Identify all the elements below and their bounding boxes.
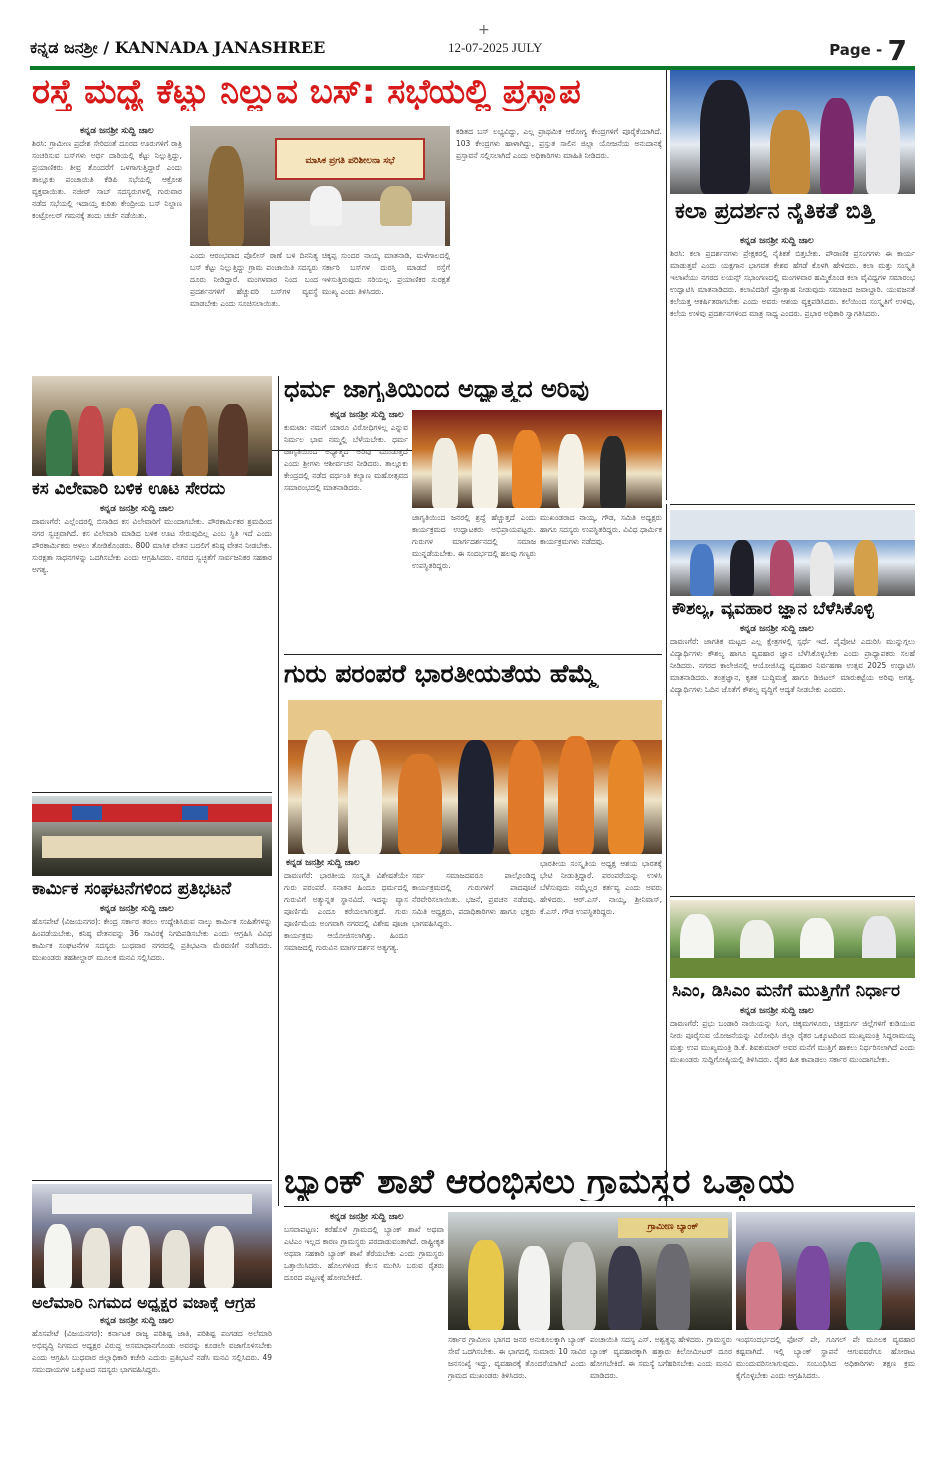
villager-figure: [518, 1246, 550, 1330]
guest-figure: [508, 740, 544, 854]
swamiji-figure: [512, 430, 542, 508]
headline-skill: ಕೌಶಲ್ಯ, ವ್ಯವಹಾರ ಜ್ಞಾನ ಬೆಳೆಸಿಕೊಳ್ಳಿ: [672, 600, 874, 619]
page-label: Page -: [829, 41, 883, 59]
guest-figure: [558, 434, 584, 508]
byline-waste: ಕನ್ನಡ ಜನಶ್ರೀ ಸುದ್ದಿ ಜಾಲ: [100, 504, 174, 514]
article-bus-col1: ಶಿರಸಿ: ಗ್ರಾಮೀಣ ಪ್ರದೇಶ ಸೇರಿದಂತೆ ದೂರದ ಊರುಗಳಿಗೆ ರಾತ್ರಿ ಸಂಚರಿಸುವ ಬಸ್‌ಗಳು ಅರ್ಧ ದಾರಿಯಲ್ಲಿ ಕೆಟ್ಟು ನಿಲ್ಲುತ್ತಿದ್ದು, ಪ್ರಯಾಣಿಕರು ತೀವ್ರ ತೊಂದರೆಗೆ ಒಳಗಾಗುತ್ತಿದ್ದಾರೆ ಎಂದು ತಾಲ್ಲೂಕು ಪಂಚಾಯಿತಿ ಕೆಡಿಪಿ ಸಭೆಯಲ್ಲಿ ಆಕ್ರೋಶ ವ್ಯಕ್ತವಾಯಿತು. ನಜೀರ್ ಸಾಬ್ ಸದಸ್ಯರುಗಳಲ್ಲಿ ಗುರುವಾರ ನಡೆದ ಸಭೆಯಲ್ಲಿ ಇದಾಯ್ತ ಕುರಿತು ಕೇಂದ್ರೀಯ ಬಸ್ ನಿಲ್ದಾಣ ಕಂಟ್ರೋಲರ್ ಗಮನಕ್ಕೆ ತಂದು ಚರ್ಚೆ ನಡೆಯಿತು.: [32, 139, 182, 220]
stage-backdrop: [288, 700, 662, 740]
guest-figure: [820, 98, 854, 194]
section-rule: [32, 1180, 272, 1181]
byline-bank: ಕನ್ನಡ ಜನಶ್ರೀ ಸುದ್ದಿ ಜಾಲ: [330, 1212, 404, 1222]
villager-figure: [796, 1246, 830, 1330]
guest-figure: [348, 740, 382, 854]
speaker-figure: [208, 146, 244, 246]
section-rule: [284, 1206, 915, 1207]
green-shawls: [670, 958, 915, 978]
byline-cm: ಕನ್ನಡ ಜನಶ್ರೀ ಸುದ್ದಿ ಜಾಲ: [740, 1006, 814, 1016]
article-bus-col3: ಚಿಕ್ಕಪ್ಪ ಸುಂದರ ನಾಯ್ಕ ಮಾತನಾಡಿ, ಮಳೆಗಾಲದಲ್ಲಿ ಸರ್ಕಾರಿ ಬಸ್‌ಗಳ ದುರಸ್ತಿ ಮಾಡದೆ ರಸ್ತೆಗೆ ಇಳಿಸುತ್ತಿರುವುದು ಸರಿಯಲ್ಲ. ಪ್ರಯಾಣಿಕರ ಸುರಕ್ಷತೆ ಮುಖ್ಯ ಎಂದು ತಿಳಿಸಿದರು.: [322, 251, 450, 296]
article-bank-col3: ಪಂಚಾಯಿತಿ ಸದಸ್ಯ ಎಸ್. ಅಶ್ವತ್ಥಪ್ಪ ಹೇಳಿದರು. ಗ್ರಾಮಸ್ಥರು ಬ್ಯಾಂಕ್ ವ್ಯವಹಾರಕ್ಕಾಗಿ ಹತ್ತಾರು ಕಿಲೋಮೀಟರ್ ದೂರ ಹೋಗಬೇಕಿದೆ. ಈ ಸಮಸ್ಯೆ ಬಗೆಹರಿಸಬೇಕು ಎಂದು ಮನವಿ ಮಾಡಿದರು.: [590, 1335, 732, 1380]
photo-alemari-protest: [32, 1184, 272, 1288]
villager-figure: [562, 1242, 596, 1330]
guest-figure: [302, 730, 338, 854]
article-dharma-col1: ಕುಮಟಾ: ನಮಗೆ ಯಾರೂ ವಿರೋಧಿಗಳಿಲ್ಲ ಎನ್ನುವ ನಿರ್ಮಲ ಭಾವ ನಮ್ಮಲ್ಲಿ ಬೆಳೆಯಬೇಕು. ಧರ್ಮ ಜಾಗೃತಿಯಿಂದ ಅಧ್ಯಾತ್ಮದ ಅರಿವು ಮೂಡುತ್ತದೆ ಎಂದು ಶ್ರೀಗಳು ಆಶೀರ್ವಚನ ನೀಡಿದರು. ತಾಲ್ಲೂಕು ಕೇಂದ್ರದಲ್ಲಿ ನಡೆದ ವರ್ಧಂತಿ ಕಲ್ಯಾಣ ಮಹೋತ್ಸವದ ಸಮಾರಂಭದಲ್ಲಿ ಮಾತನಾಡಿದರು.: [284, 423, 408, 492]
swamiji-figure: [398, 754, 442, 854]
headline-alemari: ಅಲೆಮಾರಿ ನಿಗಮದ ಅಧ್ಯಕ್ಷರ ವಜಾಕ್ಕೆ ಆಗ್ರಹ: [32, 1294, 256, 1312]
guest-figure: [730, 540, 754, 596]
byline-skill: ಕನ್ನಡ ಜನಶ್ರೀ ಸುದ್ದಿ ಜಾಲ: [740, 624, 814, 634]
article-bus-col4: ಕಡಿತದ ಬಸ್ ಲಭ್ಯವಿದ್ದು, ಎಲ್ಲ ಪ್ರಾಥಮಿಕ ಆರೋಗ್ಯ ಕೇಂದ್ರಗಳಿಗೆ ಪೂರೈಕೆಯಾಗಿದೆ. 103 ಕೇಂದ್ರಗಳು ಹಾಳಾಗಿದ್ದು, ಪ್ರಸ್ತುತ ಸಾಲಿನ ಜಿಲ್ಲಾ ಯೋಜನೆಯ ಅನುದಾನಕ್ಕೆ ಪ್ರಸ್ತಾವನೆ ಸಲ್ಲಿಸಲಾಗಿದೆ ಎಂದು ಅಧಿಕಾರಿಗಳು ಮಾಹಿತಿ ನೀಡಿದರು.: [456, 127, 662, 160]
worker-figure: [182, 406, 208, 476]
article-dharma-col2: ಜಾಗೃತಿಯಿಂದ ಜನರಲ್ಲಿ ಶ್ರದ್ಧೆ ಹೆಚ್ಚುತ್ತದೆ ಎಂದು ಕಾರ್ಯಕ್ರಮದ ಉದ್ಘಾಟಕರು ಅಭಿಪ್ರಾಯಪಟ್ಟರು. ಗುರುಗಳ ಮಾರ್ಗದರ್ಶನದಲ್ಲಿ ಸಮಾಜ ಮುನ್ನಡೆಯಬೇಕು. ಈ ಸಂದರ್ಭದಲ್ಲಿ ಹಲವು ಗಣ್ಯರು ಉಪಸ್ಥಿತರಿದ್ದರು.: [412, 513, 536, 570]
office-board: [52, 1194, 252, 1214]
byline-guru: ಕನ್ನಡ ಜನಶ್ರೀ ಸುದ್ದಿ ಜಾಲ: [286, 858, 360, 868]
brand-name: ಕನ್ನಡ ಜನಶ್ರೀ / KANNADA JANASHREE: [30, 38, 326, 57]
guest-figure: [608, 740, 644, 854]
photo-bus-meeting: [190, 126, 450, 246]
photo-dharma-stage: [412, 410, 662, 508]
photo-bank-villagers: [448, 1212, 732, 1330]
photo-art-award: [670, 70, 915, 194]
protester-figure: [162, 1230, 190, 1288]
page-number-value: 7: [887, 34, 907, 67]
protester-figure: [122, 1226, 150, 1288]
article-skill-body: ದಾವಣಗೆರೆ: ಜಾಗತಿಕ ಮಟ್ಟದ ಎಲ್ಲ ಕ್ಷೇತ್ರಗಳಲ್ಲಿ ಸ್ಪರ್ಧೆ ಇದೆ. ಪೈಪೋಟಿ ಎದುರಿಸಿ ಮುನ್ನುಗ್ಗಲು ವಿದ್ಯಾರ್ಥಿಗಳು ಕೌಶಲ್ಯ ಹಾಗೂ ವ್ಯವಹಾರ ಜ್ಞಾನ ಬೆಳೆಸಿಕೊಳ್ಳಬೇಕು ಎಂದು ಪ್ರಾಧ್ಯಾಪಕರು ಸಲಹೆ ನೀಡಿದರು. ನಗರದ ಕಾಲೇಜಿನಲ್ಲಿ ಆಯೋಜಿಸಿದ್ದ ವ್ಯವಹಾರ ನಿರ್ವಹಣಾ ಉತ್ಸವ 2025 ಉದ್ಘಾಟಿಸಿ ಮಾತನಾಡಿದರು. ತಂತ್ರಜ್ಞಾನ, ಕೃತಕ ಬುದ್ಧಿಮತ್ತೆ ಹಾಗೂ ಡಿಜಿಟಲ್ ಮಾರುಕಟ್ಟೆಯ ಅರಿವು ಅಗತ್ಯ. ವಿದ್ಯಾರ್ಥಿಗಳು ಓದಿನ ಜೊತೆಗೆ ಕೌಶಲ್ಯ ವೃದ್ಧಿಗೆ ಆದ್ಯತೆ ನೀಡಬೇಕು ಎಂದರು.: [670, 637, 915, 694]
protest-flags: [32, 804, 272, 822]
masthead: [30, 30, 915, 70]
photo-cm-pressmeet: [670, 900, 915, 978]
protest-flag: [182, 806, 208, 820]
photo-waste-workers: [32, 376, 272, 476]
guest-figure: [432, 438, 458, 508]
protest-flag: [72, 806, 102, 820]
villager-figure: [746, 1242, 782, 1330]
headline-dharma: ಧರ್ಮ ಜಾಗೃತಿಯಿಂದ ಅಧ್ಯಾತ್ಮದ ಅರಿವು: [284, 376, 590, 403]
column-rule: [666, 70, 667, 500]
meeting-banner-text: ಮಾಸಿಕ ಪ್ರಗತಿ ಪರಿಶೀಲನಾ ಸಭೆ: [305, 156, 395, 166]
article-bank-col2: ಸರ್ಕಾರ ಗ್ರಾಮೀಣ ಭಾಗದ ಜನರ ಅನುಕೂಲಕ್ಕಾಗಿ ಬ್ಯಾಂಕ್ ಸೇವೆ ಒದಗಿಸಬೇಕು. ಈ ಭಾಗದಲ್ಲಿ ಸುಮಾರು 10 ಸಾವಿರ ಜನಸಂಖ್ಯೆ ಇದ್ದು, ವ್ಯವಹಾರಕ್ಕೆ ತೊಂದರೆಯಾಗಿದೆ ಎಂದು ಗ್ರಾಮದ ಮುಖಂಡರು ತಿಳಿಸಿದರು.: [448, 1335, 586, 1380]
worker-figure: [112, 408, 138, 476]
article-dharma-col3: ಮುಖಂಡರಾದ ನಾಯ್ಕ, ಗೌಡ, ಸಮಿತಿ ಅಧ್ಯಕ್ಷರು ಹಾಗೂ ಸದಸ್ಯರು ಉಪಸ್ಥಿತರಿದ್ದರು. ವಿವಿಧ ಧಾರ್ಮಿಕ ಕಾರ್ಯಕ್ರಮಗಳು ನಡೆದವು.: [540, 513, 662, 546]
guest-figure: [558, 736, 594, 854]
protester-figure: [204, 1226, 234, 1288]
article-guru-col2: ಸರ್ವ ಸಮಾಜದವರೂ ಪಾಲ್ಗೊಂಡಿದ್ದ ಕಾರ್ಯಕ್ರಮದಲ್ಲಿ ಗುರುಗಳಿಗೆ ಪಾದಪೂಜೆ ನೆರವೇರಿಸಲಾಯಿತು. ಭಜನೆ, ಪ್ರವಚನ ನಡೆದವು. ಸಮಿತಿ ಅಧ್ಯಕ್ಷರು, ಪದಾಧಿಕಾರಿಗಳು ಹಾಗೂ ಭಕ್ತರು ಭಾಗವಹಿಸಿದ್ದರು.: [412, 871, 536, 928]
crop-mark: +: [478, 22, 490, 38]
article-guru-col1: ದಾವಣಗೆರೆ: ಭಾರತೀಯ ಸಂಸ್ಕೃತಿ ವಿಶೇಷತೆಯೇ ಗುರು ಪರಂಪರೆ. ಸನಾತನ ಹಿಂದೂ ಧರ್ಮದಲ್ಲಿ ಗುರುವಿಗೆ ಅತ್ಯುನ್ನತ ಸ್ಥಾನವಿದೆ. ಇದನ್ನು ವ್ಯಾಸ ಪೂರ್ಣಿಮೆ ಎಂದೂ ಕರೆಯಲಾಗುತ್ತದೆ. ಗುರು ಪೂರ್ಣಿಮೆಯ ಅಂಗವಾಗಿ ನಗರದಲ್ಲಿ ವಿಶೇಷ ಪೂಜಾ ಕಾರ್ಯಕ್ರಮ ಆಯೋಜಿಸಲಾಗಿತ್ತು. ಹಿಂದೂ ಸಮಾಜದಲ್ಲಿ ಗುರುವಿನ ಮಾರ್ಗದರ್ಶನ ಅತ್ಯಗತ್ಯ.: [284, 871, 408, 952]
byline-labour: ಕನ್ನಡ ಜನಶ್ರೀ ಸುದ್ದಿ ಜಾಲ: [100, 904, 174, 914]
article-guru-col3: ಭಾರತೀಯ ಸಂಸ್ಕೃತಿಯ ಅಧ್ಯಕ್ಷ ಆಶಯ ಭಾರತಕ್ಕೆ ಭೇಟಿ ನೀಡುತ್ತಿದ್ದಾರೆ. ಪರಂಪರೆಯನ್ನು ಉಳಿಸಿ ಬೆಳೆಸುವುದು ನಮ್ಮೆಲ್ಲರ ಕರ್ತವ್ಯ ಎಂದು ಅವರು ಹೇಳಿದರು. ಆರ್.ಎಸ್. ನಾಯ್ಕ, ಶ್ರೀನಿವಾಸ್, ಕೆ.ಎಸ್. ಗೌಡ ಉಪಸ್ಥಿತರಿದ್ದರು.: [540, 859, 662, 916]
column-rule: [278, 376, 279, 1206]
section-rule: [670, 896, 915, 897]
article-art-body: ಶಿರಸಿ: ಕಲಾ ಪ್ರದರ್ಶನಗಳು ಪ್ರೇಕ್ಷಕರಲ್ಲಿ ನೈತಿಕತೆ ಬಿತ್ತಬೇಕು. ಪೌರಾಣಿಕ ಪ್ರಸಂಗಗಳು ಈ ಕಾರ್ಯ ಮಾಡುತ್ತವೆ ಎಂದು ಯಕ್ಷಗಾನ ಭಾಗವತ ಕೇಶವ ಹೆಗಡೆ ಕೊಳಗಿ ಹೇಳಿದರು. ಕಲಾ ಮತ್ತು ಸಂಸ್ಕೃತಿ ಇಲಾಖೆಯು ನಗರದ ಲಯನ್ಸ್ ಸಭಾಂಗಣದಲ್ಲಿ ಮಂಗಳವಾರ ಹಮ್ಮಿಕೊಂಡ ಕಲಾ ವೈವಿಧ್ಯಗಳ ಸಮಾರಂಭ ಉದ್ಘಾಟಿಸಿ ಮಾತನಾಡಿದರು. ಕಲಾವಿದರಿಗೆ ಪ್ರೋತ್ಸಾಹ ನೀಡುವುದು ಸಮಾಜದ ಜವಾಬ್ದಾರಿ. ಯುವಜನತೆ ಕಲೆಯತ್ತ ಆಕರ್ಷಿತರಾಗಬೇಕು ಎಂದು ಅವರು ಆಶಯ ವ್ಯಕ್ತಪಡಿಸಿದರು. ಕಲೆಯಿಂದ ಸಂಸ್ಕೃತಿಗೆ ಉಳಿವು, ಕಲೆಯ ಉಳಿವು ಪ್ರದರ್ಶನಗಳಿಂದ ಮಾತ್ರ ಸಾಧ್ಯ ಎಂದರು. ಪ್ರಭಾರ ಅಧಿಕಾರಿ ಸ್ವಾಗತಿಸಿದರು.: [670, 249, 915, 318]
awardee-figure: [770, 110, 810, 194]
section-rule: [284, 654, 662, 655]
worker-figure: [146, 404, 172, 476]
byline-bus: ಕನ್ನಡ ಜನಶ್ರೀ ಸುದ್ದಿ ಜಾಲ: [80, 126, 154, 136]
guest-figure: [472, 434, 498, 508]
headline-bus: ರಸ್ತೆ ಮಧ್ಯೆ ಕೆಟ್ಟು ನಿಲ್ಲುವ ಬಸ್: ಸಭೆಯಲ್ಲಿ ಪ್ರಸ್ತಾಪ: [32, 74, 581, 112]
guest-figure: [770, 540, 794, 596]
photo-labour-protest: [32, 796, 272, 876]
guest-figure: [690, 544, 714, 596]
protester-figure: [44, 1224, 72, 1288]
headline-guru: ಗುರು ಪರಂಪರೆ ಭಾರತೀಯತೆಯ ಹೆಮ್ಮೆ: [284, 660, 597, 688]
section-rule: [670, 504, 915, 505]
byline-alemari: ಕನ್ನಡ ಜನಶ್ರೀ ಸುದ್ದಿ ಜಾಲ: [100, 1316, 174, 1326]
photo-skill-lamp: [670, 510, 915, 596]
article-labour-body: ಹೊಸಪೇಟೆ (ವಿಜಯನಗರ): ಕೇಂದ್ರ ಸರ್ಕಾರ ತರಲು ಉದ್ದೇಶಿಸಿರುವ ನಾಲ್ಕು ಕಾರ್ಮಿಕ ಸಂಹಿತೆಗಳನ್ನು ಹಿಂಪಡೆಯಬೇಕು, ಕನಿಷ್ಠ ವೇತನವನ್ನು 36 ಸಾವಿರಕ್ಕೆ ನಿಗದಿಪಡಿಸಬೇಕು ಎಂದು ಆಗ್ರಹಿಸಿ ವಿವಿಧ ಕಾರ್ಮಿಕ ಸಂಘಟನೆಗಳ ಸದಸ್ಯರು ಬುಧವಾರ ನಗರದಲ್ಲಿ ಪ್ರತಿಭಟನಾ ಮೆರವಣಿಗೆ ನಡೆಸಿದರು. ಮುಖಂಡರು ತಹಶೀಲ್ದಾರ್ ಮೂಲಕ ಮನವಿ ಸಲ್ಲಿಸಿದರು.: [32, 917, 272, 962]
guest-figure: [854, 540, 878, 596]
guest-figure: [810, 542, 834, 596]
worker-figure: [78, 406, 104, 476]
photo-guru-stage: [288, 700, 662, 854]
protester-figure: [82, 1228, 110, 1288]
photo-bank-women: [736, 1212, 915, 1330]
guest-figure: [866, 96, 900, 194]
villager-figure: [608, 1246, 642, 1330]
headline-art: ಕಲಾ ಪ್ರದರ್ಶನ ನೈತಿಕತೆ ಬಿತ್ತಿ: [675, 200, 875, 224]
protest-banner: [42, 836, 262, 858]
article-waste-body: ದಾವಣಗೆರೆ: ಎಲ್ಲೆಂದರಲ್ಲಿ ಬಿಸಾಡಿದ ಕಸ ವಿಲೇವಾರಿಗೆ ಮುಂದಾಗಬೇಕು. ಪೌರಕಾರ್ಮಿಕರ ಶ್ರಮದಿಂದ ನಗರ ಸ್ವಚ್ಛವಾಗಿದೆ. ಕಸ ವಿಲೇವಾರಿ ಮಾಡಿದ ಬಳಿಕ ಊಟ ಸೇರುವುದಿಲ್ಲ ಎಂಬ ಸ್ಥಿತಿ ಇದೆ ಎಂದು ಪೌರಕಾರ್ಮಿಕರು ಅಳಲು ತೋಡಿಕೊಂಡರು. 800 ಮಾಸಿಕ ವೇತನ ಬದಲಿಗೆ ಕನಿಷ್ಠ ವೇತನ ನೀಡಬೇಕು. ಸುರಕ್ಷತಾ ಸಾಧನಗಳನ್ನು ಒದಗಿಸಬೇಕು ಎಂದು ಆಗ್ರಹಿಸಿದರು. ನಗರದ ಸ್ವಚ್ಛತೆಗೆ ಸಾರ್ವಜನಿಕರ ಸಹಕಾರ ಅಗತ್ಯ.: [32, 517, 272, 574]
column-rule: [666, 504, 667, 1206]
issue-date: 12-07-2025 JULY: [448, 40, 543, 55]
article-bank-col1: ಬಸವಾಪಟ್ಟಣ: ಕರೆಹೊಳೆ ಗ್ರಾಮದಲ್ಲಿ ಬ್ಯಾಂಕ್ ಶಾಖೆ ಅಥವಾ ಎಟಿಎಂ ಇಲ್ಲದ ಕಾರಣ ಗ್ರಾಮಸ್ಥರು ಪರದಾಡುವಂತಾಗಿದೆ. ರಾಷ್ಟ್ರೀಕೃತ ಅಥವಾ ಸಹಕಾರಿ ಬ್ಯಾಂಕ್ ಶಾಖೆ ತೆರೆಯಬೇಕು ಎಂದು ಗ್ರಾಮಸ್ಥರು ಒತ್ತಾಯಿಸಿದರು. ಹೊಲಗಳಿಂದ ಕೆಲಸ ಮುಗಿಸಿ ಬರುವ ರೈತರು ದೂರದ ಪಟ್ಟಣಕ್ಕೆ ಹೋಗಬೇಕಿದೆ.: [284, 1225, 444, 1282]
villager-figure: [846, 1242, 882, 1330]
worker-figure: [46, 410, 72, 476]
headline-labour: ಕಾರ್ಮಿಕ ಸಂಘಟನೆಗಳಿಂದ ಪ್ರತಿಭಟನೆ: [32, 880, 232, 899]
article-bank-col4: ಇಂಥಸಂದರ್ಭದಲ್ಲಿ ಫೋನ್ ಪೇ, ಗೂಗಲ್ ಪೇ ಮೂಲಕ ವ್ಯವಹಾರ ಕಷ್ಟವಾಗಿದೆ. ಇಲ್ಲಿ ಬ್ಯಾಂಕ್ ಸ್ಥಾಪನೆ ಆಗುವವರೆಗೂ ಹೋರಾಟ ಮುಂದುವರಿಸಲಾಗುವುದು. ಸಂಬಂಧಿಸಿದ ಅಧಿಕಾರಿಗಳು ತಕ್ಷಣ ಕ್ರಮ ಕೈಗೊಳ್ಳಬೇಕು ಎಂದು ಆಗ್ರಹಿಸಿದರು.: [736, 1335, 915, 1380]
bank-sign-text: ಗ್ರಾಮೀಣ ಬ್ಯಾಂಕ್: [647, 1222, 699, 1232]
byline-dharma: ಕನ್ನಡ ಜನಶ್ರೀ ಸುದ್ದಿ ಜಾಲ: [330, 410, 404, 420]
article-alemari-body: ಹೊಸಪೇಟೆ (ವಿಜಯನಗರ): ಕರ್ನಾಟಕ ರಾಜ್ಯ ಪರಿಶಿಷ್ಟ ಜಾತಿ, ಪರಿಶಿಷ್ಟ ಪಂಗಡದ ಅಲೆಮಾರಿ ಅಭಿವೃದ್ಧಿ ನಿಗಮದ ಅಧ್ಯಕ್ಷರ ವಿರುದ್ಧ ಅಸಮಾಧಾನಗೊಂಡು ಅವರನ್ನು ಕೂಡಲೇ ವಜಾಗೊಳಿಸಬೇಕು ಎಂದು ಆಗ್ರಹಿಸಿ ಬುಧವಾರ ಜಿಲ್ಲಾಧಿಕಾರಿ ಕಚೇರಿ ಎದುರು ಪ್ರತಿಭಟನೆ ನಡೆಸಿ ಮನವಿ ಸಲ್ಲಿಸಿದರು. 49 ಸಮುದಾಯಗಳ ಒಕ್ಕೂಟದ ಸದಸ್ಯರು ಭಾಗವಹಿಸಿದ್ದರು.: [32, 1329, 272, 1374]
guest-figure: [458, 740, 494, 854]
screen-backdrop: [670, 510, 915, 540]
headline-waste: ಕಸ ವಿಲೇವಾರಿ ಬಳಿಕ ಊಟ ಸೇರದು: [32, 480, 226, 499]
article-bus-col2: ಎಂದು ಆರಂಭವಾದ ಪೊಲೀಸ್ ಠಾಣೆ ಬಳಿ ದಿನನಿತ್ಯ ಬಸ್ ಕೆಟ್ಟು ನಿಲ್ಲುತ್ತಿದ್ದು ಗ್ರಾಮ ಪಂಚಾಯಿತಿ ಸದಸ್ಯರು ದೂರು ನೀಡಿದ್ದಾರೆ. ಮಂಗಳವಾರ ನಿಂದ ಬಂದ ಪ್ರದರ್ಶನಗಳಿಗೆ ಹೆಚ್ಚುವರಿ ಬಸ್‌ಗಳ ವ್ಯವಸ್ಥೆ ಮಾಡಬೇಕು ಎಂದು ಸೂಚಿಸಲಾಯಿತು.: [190, 251, 318, 308]
guest-figure: [700, 80, 750, 194]
villager-figure: [656, 1244, 690, 1330]
headline-bank: ಬ್ಯಾಂಕ್ ಶಾಖೆ ಆರಂಭಿಸಲು ಗ್ರಾಮಸ್ಥರ ಒತ್ತಾಯ: [284, 1164, 795, 1202]
article-cm-body: ದಾವಣಗೆರೆ: ಪ್ರಭು ಬಂಡಾರಿ ನಾಯಿಯನ್ನು ಸಿಂಗ, ಚಿಕ್ಕಮಗಳೂರು, ಚಿತ್ರದುರ್ಗ ಜಿಲ್ಲೆಗಳಿಗೆ ಕುಡಿಯುವ ನೀರು ಪೂರೈಸುವ ಯೋಜನೆಯನ್ನು ವಿರೋಧಿಸಿ ಜಿಲ್ಲಾ ರೈತರ ಒಕ್ಕೂಟದಿಂದ ಮುಖ್ಯಮಂತ್ರಿ ಸಿದ್ದರಾಮಯ್ಯ ಮತ್ತು ಉಪ ಮುಖ್ಯಮಂತ್ರಿ ಡಿ.ಕೆ. ಶಿವಕುಮಾರ್ ಅವರ ಮನೆಗೆ ಮುತ್ತಿಗೆ ಹಾಕಲು ನಿರ್ಧರಿಸಲಾಗಿದೆ ಎಂದು ಮುಖಂಡರು ಸುದ್ದಿಗೋಷ್ಠಿಯಲ್ಲಿ ತಿಳಿಸಿದರು. ರೈತರ ಹಿತ ಕಾಪಾಡಲು ಸರ್ಕಾರ ಮುಂದಾಗಬೇಕು.: [670, 1019, 915, 1064]
page-number: [829, 34, 907, 67]
official-figure: [380, 186, 412, 226]
byline-art: ಕನ್ನಡ ಜನಶ್ರೀ ಸುದ್ದಿ ಜಾಲ: [740, 236, 814, 246]
worker-figure: [218, 404, 248, 476]
villager-figure: [468, 1240, 504, 1330]
guest-figure: [600, 436, 626, 508]
meeting-table: [270, 201, 445, 246]
headline-cm: ಸಿಎಂ, ಡಿಸಿಎಂ ಮನೆಗೆ ಮುತ್ತಿಗೆಗೆ ನಿರ್ಧಾರ: [672, 982, 900, 1001]
section-rule: [32, 792, 272, 793]
official-figure: [310, 186, 342, 226]
